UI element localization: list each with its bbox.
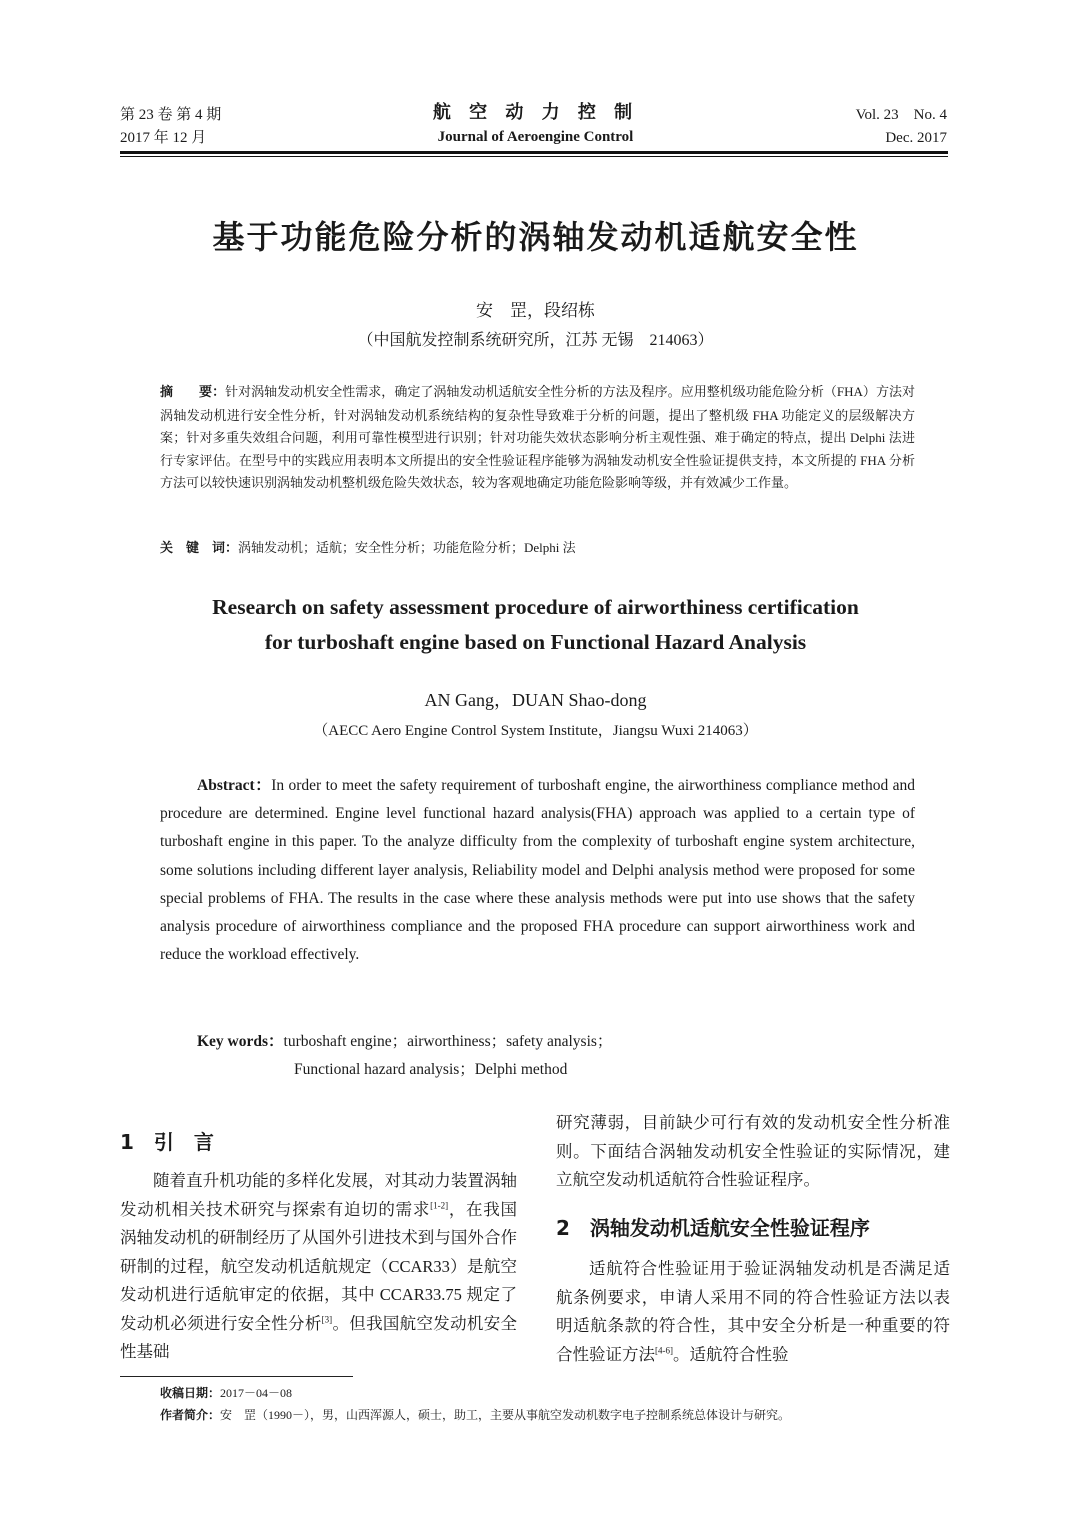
abstract-en <box>160 772 915 969</box>
section-1-heading: 1 引 言 <box>120 1130 214 1154</box>
citation-1-2: [1-2] <box>430 1200 449 1210</box>
footnote-rule <box>120 1376 353 1377</box>
section-2-heading: 2 涡轴发动机适航安全性验证程序 <box>556 1216 870 1240</box>
section-2-paragraph <box>556 1255 950 1369</box>
keywords-en-line1: turboshaft engine；airworthiness；safety analysis； <box>283 1033 613 1050</box>
section-1-text-c: 。但我国航空发动机安全性基础 <box>120 1313 518 1361</box>
header-rule-thick <box>120 151 948 154</box>
author-bio-label: 作者简介： <box>160 1408 221 1422</box>
keywords-cn-text: 涡轴发动机；适航；安全性分析；功能危险分析；Delphi 法 <box>238 540 576 555</box>
date-cn: 2017 年 12 月 <box>120 130 207 146</box>
section-1-paragraph-continued: 研究薄弱，目前缺少可行有效的发动机安全性分析准则。下面结合涡轴发动机安全性验证的实际情况，建立航空发动机适航符合性验证程序。 <box>556 1113 950 1189</box>
journal-volume-block-en <box>856 104 947 150</box>
journal-name-en: Journal of Aeroengine Control <box>437 129 634 145</box>
received-label: 收稿日期： <box>160 1386 221 1400</box>
abstract-cn-text: 针对涡轴发动机安全性需求，确定了涡轴发动机适航安全性分析的方法及程序。应用整机级功能危险分析（FHA）方法对涡轴发动机进行安全性分析，针对涡轴发动机系统结构的复杂性导致难于分析的问题，提出了整机级 FHA 功能定义的层级解决方案；针对多重失效组合问题，利用可靠性模型进行识别；针对功能失效状态影响分析主观性强、难于确定的特点，提出 Delphi 法进行专家评估。在型号中的实践应用表明本文所提出的安全性验证程序能够为涡轴发动机安全性验证提供支持，本文所提的 FHA 分析方法可以较快速识别涡轴发动机整机级危险失效状态，较为客观地确定功能危险影响等级，并有效减少工作量。 <box>160 384 915 491</box>
keywords-cn-label: 关 键 词： <box>160 541 239 556</box>
abstract-en-label: Abstract： <box>197 777 272 794</box>
paper-title-en-line2: for turboshaft engine based on Functional Hazard Analysis <box>264 630 807 654</box>
section-2-text-b: 。适航符合性验 <box>673 1344 789 1364</box>
header-rule-thin <box>120 156 948 157</box>
affiliation-cn: （中国航发控制系统研究所，江苏 无锡 214063） <box>357 332 714 349</box>
keywords-en-label: Key words： <box>197 1033 284 1050</box>
footnote-received <box>160 1383 292 1403</box>
date-en: Dec. 2017 <box>885 130 947 146</box>
received-value: 2017－04－08 <box>220 1386 293 1400</box>
footnote-author <box>160 1405 790 1425</box>
affiliation-en: （AECC Aero Engine Control System Institute，Jiangsu Wuxi 214063） <box>313 723 758 739</box>
section-1-text-b: ，在我国涡轴发动机的研制经历了从国外引进技术到与国外合作研制的过程，航空发动机适航规定（CCAR33）是航空发动机进行适航审定的依据，其中 CCAR33.75 规定了发动机必须进行安全性分析 <box>120 1199 518 1333</box>
keywords-en <box>197 1028 915 1084</box>
author-bio-value: 安 罡（1990－），男，山西浑源人，硕士，助工，主要从事航空发动机数字电子控制系统总体设计与研究。 <box>220 1408 791 1422</box>
section-2-text-a: 适航符合性验证用于验证涡轴发动机是否满足适航条例要求，申请人采用不同的符合性验证方法以表明适航条款的符合性，其中安全分析是一种重要的符合性验证方法 <box>556 1259 950 1364</box>
volume-issue-en: Vol. 23 No. 4 <box>855 107 947 123</box>
section-1-text-a: 随着直升机功能的多样化发展，对其动力装置涡轴发动机相关技术研究与探索有迫切的需求 <box>120 1171 517 1219</box>
paper-title-en <box>0 590 1071 660</box>
abstract-cn <box>160 381 915 495</box>
authors-en: AN Gang，DUAN Shao-dong <box>424 690 647 710</box>
citation-4-6: [4-6] <box>655 1345 673 1355</box>
paper-title-cn: 基于功能危险分析的涡轴发动机适航安全性 <box>212 218 859 256</box>
abstract-en-text: In order to meet the safety requirement of turboshaft engine, the airworthiness compliance method and procedure are determined. Engine level functional hazard analysis(FHA) approach was applied to a certain type of turboshaft engine in this paper. To the analyze difficulty from the complexity of turboshaft engine system architecture, some solutions including different layer analysis, Reliability model and Delphi analysis method were proposed for some special problems of FHA. The results in the case where these analysis methods were put into use shows that the safety analysis procedure of airworthiness compliance and the proposed FHA procedure can support airworthiness work and reduce the workload effectively. <box>160 777 915 964</box>
authors-cn: 安 罡，段绍栋 <box>476 301 595 320</box>
journal-name-cn: 航 空 动 力 控 制 <box>432 102 639 123</box>
abstract-cn-label: 摘 要： <box>160 385 226 400</box>
citation-3: [3] <box>321 1314 333 1324</box>
volume-issue-cn: 第 23 卷 第 4 期 <box>120 107 222 123</box>
paper-title-en-line1: Research on safety assessment procedure of airworthiness certification <box>212 595 859 619</box>
section-1-paragraph <box>120 1167 517 1367</box>
keywords-en-line2: Functional hazard analysis；Delphi method <box>294 1061 568 1078</box>
keywords-cn <box>160 537 915 556</box>
